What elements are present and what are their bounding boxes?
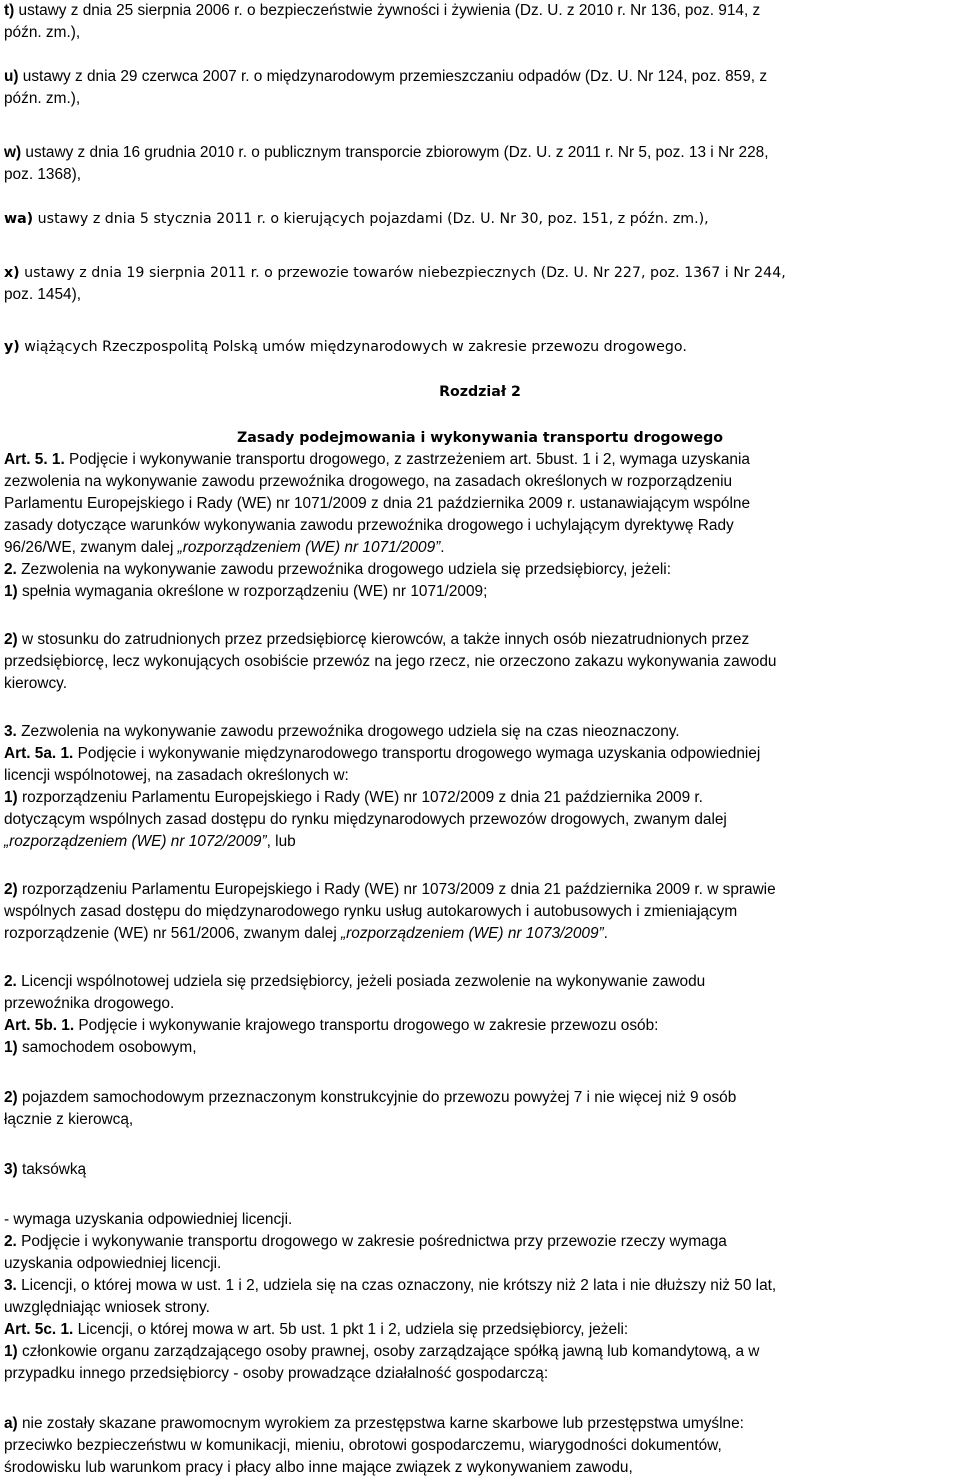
text-line: Art. 5. 1. Podjęcie i wykonywanie transportu drogowego, z zastrzeżeniem art. 5bust. 1 i 2, wymaga uzyskania bbox=[4, 451, 750, 468]
item-marker: u) bbox=[4, 68, 19, 85]
text-span: 96/26/WE, zwanym dalej bbox=[4, 539, 178, 556]
item-marker: 3. bbox=[4, 1277, 17, 1294]
chapter-heading: Rozdział 2 bbox=[439, 384, 521, 400]
item-marker: 2. bbox=[4, 561, 17, 578]
item-marker: Art. 5c. 1. bbox=[4, 1321, 74, 1338]
item-marker: Art. 5a. 1. bbox=[4, 745, 74, 762]
text-span: . bbox=[603, 925, 608, 942]
text-line: w) ustawy z dnia 16 grudnia 2010 r. o publicznym transporcie zbiorowym (Dz. U. z 2011 r. Nr 5, poz. 13 i Nr 228, bbox=[4, 144, 769, 161]
text-line: Art. 5a. 1. Podjęcie i wykonywanie międzynarodowego transportu drogowego wymaga uzyskania odpowiedniej bbox=[4, 745, 761, 762]
text-line: 3) taksówką bbox=[4, 1161, 87, 1178]
text-line: Parlamentu Europejskiego i Rady (WE) nr 1071/2009 z dnia 21 października 2009 r. ustanawiającym wspólne bbox=[4, 495, 751, 512]
defined-term: „rozporządzeniem (WE) nr 1073/2009” bbox=[341, 925, 604, 942]
text-line: Art. 5c. 1. Licencji, o której mowa w art. 5b ust. 1 pkt 1 i 2, udziela się przedsiębiorcy, jeżeli: bbox=[4, 1321, 629, 1338]
text-line: 3. Zezwolenia na wykonywanie zawodu przewoźnika drogowego udziela się na czas nieoznaczony. bbox=[4, 723, 680, 740]
text-line: 3. Licencji, o której mowa w ust. 1 i 2, udziela się na czas oznaczony, nie krótszy niż 2 lata i nie dłuższy niż 50 lat, bbox=[4, 1277, 777, 1294]
text-line: przeciwko bezpieczeństwu w komunikacji, mieniu, obrotowi gospodarczemu, wiarygodności dokumentów, bbox=[4, 1437, 722, 1454]
defined-term: „rozporządzeniem (WE) nr 1072/2009” bbox=[4, 833, 267, 850]
text-line: uwzględniając wniosek strony. bbox=[4, 1299, 210, 1316]
text-line: kierowcy. bbox=[4, 675, 67, 692]
item-marker: x) bbox=[4, 265, 20, 281]
text-line: poz. 1454), bbox=[4, 286, 82, 303]
text-line: y) wiążących Rzeczpospolitą Polską umów międzynarodowych w zakresie przewozu drogowego. bbox=[4, 339, 687, 355]
text-line: zezwolenia na wykonywanie zawodu przewoźnika drogowego, na zasadach określonych w rozporządzeniu bbox=[4, 473, 733, 490]
text-line: 1) spełnia wymagania określone w rozporządzeniu (WE) nr 1071/2009; bbox=[4, 583, 488, 600]
item-marker: 1) bbox=[4, 583, 18, 600]
text-line: środowisku lub warunkom pracy i płacy albo inne mające związek z wykonywaniem zawodu, bbox=[4, 1459, 633, 1476]
text-line: a) nie zostały skazane prawomocnym wyrokiem za przestępstwa karne skarbowe lub przestępstwa umyślne: bbox=[4, 1415, 744, 1432]
item-marker: 2. bbox=[4, 973, 17, 990]
text-line: łącznie z kierowcą, bbox=[4, 1111, 134, 1128]
text-line: x) ustawy z dnia 19 sierpnia 2011 r. o przewozie towarów niebezpiecznych (Dz. U. Nr 227, poz. 1367 i Nr 244, bbox=[4, 265, 786, 281]
text-line: późn. zm.), bbox=[4, 24, 81, 41]
item-marker: wa) bbox=[4, 211, 34, 227]
text-line: licencji wspólnotowej, na zasadach określonych w: bbox=[4, 767, 349, 784]
item-marker: Art. 5b. 1. bbox=[4, 1017, 75, 1034]
item-marker: y) bbox=[4, 339, 20, 355]
text-line: późn. zm.), bbox=[4, 90, 81, 107]
text-line: t) ustawy z dnia 25 sierpnia 2006 r. o bezpieczeństwie żywności i żywienia (Dz. U. z 2010 r. Nr 136, poz. 914, z bbox=[4, 2, 761, 19]
text-line: wa) ustawy z dnia 5 stycznia 2011 r. o kierujących pojazdami (Dz. U. Nr 30, poz. 151, z późn. zm.), bbox=[4, 211, 709, 227]
item-marker: a) bbox=[4, 1415, 18, 1432]
text-line: Art. 5b. 1. Podjęcie i wykonywanie krajowego transportu drogowego w zakresie przewozu osób: bbox=[4, 1017, 659, 1034]
text-span: , lub bbox=[266, 833, 296, 850]
text-line: 2. Licencji wspólnotowej udziela się przedsiębiorcy, jeżeli posiada zezwolenie na wykonywanie zawodu bbox=[4, 973, 706, 990]
text-line bbox=[4, 537, 956, 559]
text-line: przypadku innego przedsiębiorcy - osoby prowadzące działalność gospodarczą: bbox=[4, 1365, 549, 1382]
item-marker: t) bbox=[4, 2, 15, 19]
text-line: zasady dotyczące warunków wykonywania zawodu przewoźnika drogowego i uchylającym dyrektywę Rady bbox=[4, 517, 734, 534]
text-line: wspólnych zasad dostępu do międzynarodowego rynku usług autokarowych i autobusowych i zmieniającym bbox=[4, 903, 738, 920]
item-marker: 1) bbox=[4, 789, 18, 806]
text-line: poz. 1368), bbox=[4, 166, 82, 183]
text-line: 1) członkowie organu zarządzającego osoby prawnej, osoby zarządzające spółką jawną lub komandytową, a w bbox=[4, 1343, 760, 1360]
text-span: . bbox=[440, 539, 445, 556]
item-marker: 3. bbox=[4, 723, 17, 740]
text-line bbox=[4, 831, 956, 853]
text-line bbox=[4, 923, 956, 945]
text-line: przedsiębiorcę, lecz wykonujących osobiście przewóz na jego rzecz, nie orzeczono zakazu wykonywania zawodu bbox=[4, 653, 777, 670]
item-marker: 2) bbox=[4, 631, 18, 648]
item-marker: 1) bbox=[4, 1343, 18, 1360]
text-line: 2) rozporządzeniu Parlamentu Europejskiego i Rady (WE) nr 1073/2009 z dnia 21 października 2009 r. w sprawie bbox=[4, 881, 776, 898]
text-line: 1) samochodem osobowym, bbox=[4, 1039, 197, 1056]
chapter-title: Zasady podejmowania i wykonywania transportu drogowego bbox=[237, 430, 723, 446]
item-marker: 2) bbox=[4, 881, 18, 898]
item-marker: w) bbox=[4, 144, 22, 161]
text-line: dotyczącym wspólnych zasad dostępu do rynku międzynarodowych przewozów drogowych, zwanym dalej bbox=[4, 811, 727, 828]
text-line: przewoźnika drogowego. bbox=[4, 995, 175, 1012]
item-marker: 1) bbox=[4, 1039, 18, 1056]
item-marker: 3) bbox=[4, 1161, 18, 1178]
defined-term: „rozporządzeniem (WE) nr 1071/2009” bbox=[177, 539, 441, 556]
item-marker: 2. bbox=[4, 1233, 17, 1250]
text-line: 1) rozporządzeniu Parlamentu Europejskiego i Rady (WE) nr 1072/2009 z dnia 21 października 2009 r. bbox=[4, 789, 703, 806]
text-line: 2. Zezwolenia na wykonywanie zawodu przewoźnika drogowego udziela się przedsiębiorcy, jeżeli: bbox=[4, 561, 672, 578]
text-span: rozporządzenie (WE) nr 561/2006, zwanym dalej bbox=[4, 925, 342, 942]
text-line: 2) w stosunku do zatrudnionych przez przedsiębiorcę kierowców, a także innych osób niezatrudnionych przez bbox=[4, 631, 750, 648]
text-line: uzyskania odpowiedniej licencji. bbox=[4, 1255, 222, 1272]
text-line: 2. Podjęcie i wykonywanie transportu drogowego w zakresie pośrednictwa przy przewozie rzeczy wymaga bbox=[4, 1233, 727, 1250]
text-line: 2) pojazdem samochodowym przeznaczonym konstrukcyjnie do przewozu powyżej 7 i nie więcej niż 9 osób bbox=[4, 1089, 737, 1106]
item-marker: Art. 5. 1. bbox=[4, 451, 65, 468]
text-line: u) ustawy z dnia 29 czerwca 2007 r. o międzynarodowym przemieszczaniu odpadów (Dz. U. Nr 124, poz. 859, z bbox=[4, 68, 768, 85]
item-marker: 2) bbox=[4, 1089, 18, 1106]
text-line: - wymaga uzyskania odpowiedniej licencji. bbox=[4, 1211, 293, 1228]
